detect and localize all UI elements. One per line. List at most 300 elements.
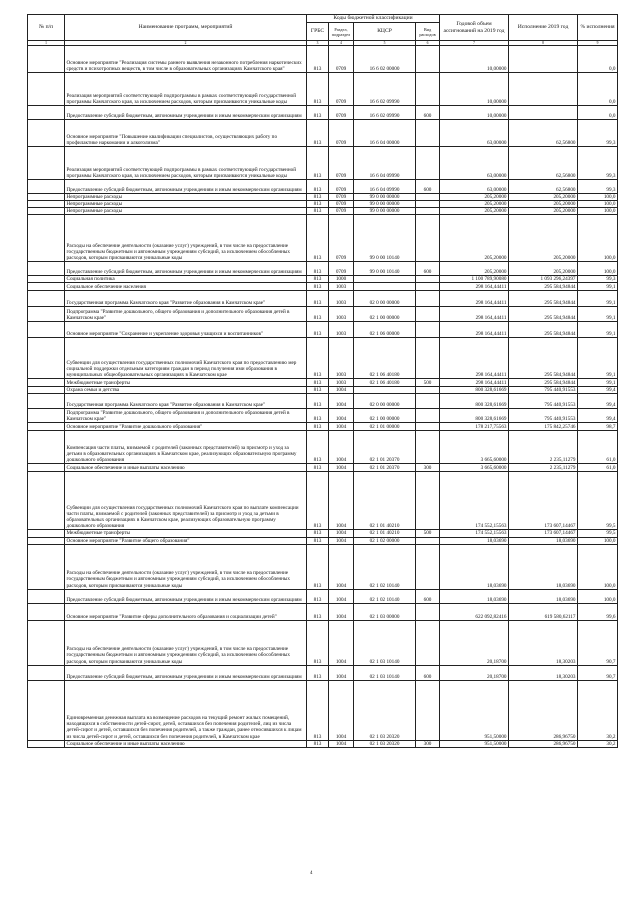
vid-cell [416,472,440,530]
plan-cell: 174 552,15563 [440,530,509,537]
vid-cell [416,291,440,307]
percent-cell: 99,5 [578,472,618,530]
table-row [28,262,618,276]
razdel-cell: 1004 [329,680,354,740]
row-number-cell [28,387,65,394]
fact-cell: 295 584,94844 [509,307,578,322]
percent-cell: 30,2 [578,680,618,740]
razdel-cell: 1004 [329,409,354,423]
fact-cell: 18,30203 [509,620,578,665]
row-number-cell [28,180,65,194]
vid-cell [416,208,440,215]
table-row [28,120,618,147]
percent-cell: 100,0 [578,537,618,544]
header-vid: Вид расходов [416,23,440,41]
fact-cell: 18,03690 [509,544,578,589]
table-body [28,46,618,748]
row-number-cell [28,537,65,544]
plan-cell: 1 100 789,90080 [440,276,509,283]
percent-cell: 99,4 [578,387,618,394]
table-row [28,322,618,338]
plan-cell: 298 164,44411 [440,379,509,387]
table-row [28,201,618,208]
table-row [28,338,618,379]
grbs-cell: 813 [307,464,329,472]
program-name-cell: Предоставление субсидий бюджетным, автономным учреждениям и иным некоммерческим организациям [65,665,307,680]
row-number-cell [28,120,65,147]
table-row [28,387,618,394]
grbs-cell: 813 [307,262,329,276]
row-number-cell [28,201,65,208]
kcsr-cell: 02 1 01 20370 [354,431,416,464]
plan-cell: 63,00000 [440,120,509,147]
fact-cell: 173 607,14467 [509,530,578,537]
fact-cell: 795 440,91553 [509,394,578,409]
razdel-cell: 1003 [329,307,354,322]
row-number-cell [28,147,65,180]
program-name-cell: Социальное обеспечение и иные выплаты населению [65,740,307,747]
grbs-cell: 813 [307,180,329,194]
razdel-cell: 1003 [329,283,354,291]
vid-cell [416,194,440,201]
row-number-cell [28,291,65,307]
plan-cell: 10,00000 [440,46,509,73]
razdel-cell: 0709 [329,201,354,208]
vid-cell [416,120,440,147]
grbs-cell: 813 [307,106,329,120]
kcsr-cell: 02 1 03 10140 [354,620,416,665]
col-index: 9 [578,41,618,46]
percent-cell: 99,5 [578,530,618,537]
percent-cell: 30,2 [578,740,618,747]
kcsr-cell: 02 1 06 00000 [354,322,416,338]
fact-cell: 295 584,94844 [509,291,578,307]
kcsr-cell: 02 1 02 10140 [354,544,416,589]
kcsr-cell: 16 6 04 09990 [354,147,416,180]
grbs-cell: 813 [307,73,329,106]
grbs-cell: 813 [307,472,329,530]
vid-cell [416,387,440,394]
table-row [28,215,618,262]
fact-cell: 18,03690 [509,537,578,544]
table-row [28,106,618,120]
razdel-cell: 1004 [329,472,354,530]
program-name-cell: Компенсация части платы, взимаемой с родителей (законных представителей) за присмотр и уход за детьми в образовательных организациях в Камчатском крае, реализующих образовательную программу дошкольного образования [65,431,307,464]
vid-cell [416,544,440,589]
row-number-cell [28,73,65,106]
table-row [28,423,618,431]
header-plan: Годовой объем ассигнований на 2019 год [440,15,509,41]
razdel-cell: 1004 [329,537,354,544]
col-index: 2 [65,41,307,46]
table-row [28,46,618,73]
fact-cell: 295 584,94844 [509,283,578,291]
fact-cell: 795 440,91553 [509,409,578,423]
razdel-cell: 1004 [329,431,354,464]
table-row [28,147,618,180]
percent-cell: 0,0 [578,46,618,73]
grbs-cell: 813 [307,603,329,620]
fact-cell: 205,20000 [509,201,578,208]
col-index: 3 [307,41,329,46]
razdel-cell: 1000 [329,276,354,283]
fact-cell: 205,20000 [509,208,578,215]
plan-cell: 18,03690 [440,589,509,603]
col-index: 7 [440,41,509,46]
percent-cell: 100,0 [578,215,618,262]
program-name-cell: Подпрограмма "Развитие дошкольного, общего образования и дополнительного образования детей в Камчатском крае" [65,307,307,322]
col-index: 8 [509,41,578,46]
table-row [28,291,618,307]
kcsr-cell [354,387,416,394]
header-codes: Коды бюджетной классификации [307,15,440,23]
kcsr-cell: 16 6 04 09990 [354,180,416,194]
razdel-cell: 1004 [329,394,354,409]
kcsr-cell: 02 1 06 40180 [354,338,416,379]
row-number-cell [28,544,65,589]
table-row [28,409,618,423]
vid-cell: 300 [416,464,440,472]
kcsr-cell: 02 1 00 00000 [354,409,416,423]
fact-cell: 295 584,94844 [509,338,578,379]
plan-cell: 63,00000 [440,147,509,180]
plan-cell: 951,50000 [440,740,509,747]
plan-cell: 298 164,44411 [440,283,509,291]
plan-cell: 298 164,44411 [440,338,509,379]
program-name-cell: Подпрограмма "Развитие дошкольного, общего образования и дополнительного образования детей в Камчатском крае" [65,409,307,423]
percent-cell: 99,3 [578,276,618,283]
razdel-cell: 0709 [329,73,354,106]
razdel-cell: 1003 [329,291,354,307]
table-row [28,530,618,537]
vid-cell: 600 [416,180,440,194]
grbs-cell: 813 [307,379,329,387]
fact-cell: 62,56800 [509,120,578,147]
plan-cell: 298 164,44411 [440,307,509,322]
program-name-cell: Предоставление субсидий бюджетным, автономным учреждениям и иным некоммерческим организациям [65,589,307,603]
vid-cell [416,307,440,322]
vid-cell [416,215,440,262]
table-row [28,472,618,530]
table-row [28,379,618,387]
plan-cell: 63,00000 [440,180,509,194]
grbs-cell: 813 [307,423,329,431]
header-num: № п/п [28,15,65,41]
percent-cell: 61,0 [578,431,618,464]
kcsr-cell: 99 0 00 10140 [354,215,416,262]
vid-cell [416,73,440,106]
row-number-cell [28,589,65,603]
plan-cell: 205,20000 [440,208,509,215]
row-number-cell [28,276,65,283]
kcsr-cell: 02 1 01 40210 [354,472,416,530]
program-name-cell: Основное мероприятие "Развитие общего образования" [65,537,307,544]
plan-cell: 205,20000 [440,194,509,201]
razdel-cell: 0709 [329,208,354,215]
table-row [28,180,618,194]
table-row [28,73,618,106]
razdel-cell: 1004 [329,603,354,620]
plan-cell: 20,18700 [440,620,509,665]
table-row [28,680,618,740]
program-name-cell: Субвенции для осуществления государственных полномочий Камчатского края по предоставлению мер социальной поддержки отдельным категориям граждан в период получения ими образования в муниципальных общеобразовательных организациях в Камчатском крае [65,338,307,379]
row-number-cell [28,423,65,431]
grbs-cell: 813 [307,322,329,338]
grbs-cell: 813 [307,537,329,544]
kcsr-cell: 02 1 03 10140 [354,665,416,680]
plan-cell: 298 164,44411 [440,291,509,307]
table-row [28,665,618,680]
razdel-cell: 1004 [329,665,354,680]
percent-cell: 99,1 [578,307,618,322]
percent-cell: 100,0 [578,544,618,589]
plan-cell: 800 328,61669 [440,394,509,409]
vid-cell [416,620,440,665]
fact-cell [509,106,578,120]
row-number-cell [28,665,65,680]
percent-cell: 99,1 [578,338,618,379]
vid-cell: 500 [416,530,440,537]
fact-cell: 173 607,14467 [509,472,578,530]
row-number-cell [28,322,65,338]
kcsr-cell: 16 6 02 09990 [354,73,416,106]
row-number-cell [28,680,65,740]
kcsr-cell: 02 1 02 00000 [354,537,416,544]
percent-cell: 100,0 [578,201,618,208]
row-number-cell [28,620,65,665]
fact-cell: 205,20000 [509,194,578,201]
razdel-cell: 1003 [329,379,354,387]
plan-cell: 18,03690 [440,544,509,589]
fact-cell: 205,20000 [509,215,578,262]
table-row [28,283,618,291]
col-index: 6 [416,41,440,46]
row-number-cell [28,740,65,747]
vid-cell [416,201,440,208]
header-fact: Исполнение 2019 год [509,15,578,41]
row-number-cell [28,338,65,379]
program-name-cell: Предоставление субсидий бюджетным, автономным учреждениям и иным некоммерческим организациям [65,106,307,120]
kcsr-cell [354,276,416,283]
plan-cell: 951,50000 [440,680,509,740]
table-row [28,464,618,472]
program-name-cell: Социальное обеспечение и иные выплаты населению [65,464,307,472]
fact-cell: 295 584,94844 [509,379,578,387]
vid-cell: 500 [416,379,440,387]
vid-cell [416,409,440,423]
kcsr-cell: 02 1 02 10140 [354,589,416,603]
program-name-cell: Непрограммные расходы [65,194,307,201]
razdel-cell: 0709 [329,147,354,180]
vid-cell [416,537,440,544]
table-row [28,276,618,283]
program-name-cell: Охрана семьи и детства [65,387,307,394]
vid-cell [416,680,440,740]
fact-cell: 795 440,91553 [509,387,578,394]
row-number-cell [28,46,65,73]
vid-cell: 600 [416,106,440,120]
program-name-cell: Государственная программа Камчатского края "Развитие образования в Камчатском крае" [65,291,307,307]
fact-cell: 18,03690 [509,589,578,603]
fact-cell: 2 235,11279 [509,431,578,464]
row-number-cell [28,472,65,530]
program-name-cell: Межбюджетные трансферты [65,530,307,537]
fact-cell: 205,20000 [509,262,578,276]
fact-cell: 295 584,94844 [509,322,578,338]
razdel-cell: 1004 [329,530,354,537]
plan-cell: 800 328,61669 [440,409,509,423]
razdel-cell: 0709 [329,180,354,194]
program-name-cell: Предоставление субсидий бюджетным, автономным учреждениям и иным некоммерческим организациям [65,262,307,276]
row-number-cell [28,283,65,291]
table-row [28,431,618,464]
kcsr-cell: 02 1 00 00000 [354,307,416,322]
kcsr-cell: 02 1 01 40210 [354,530,416,537]
fact-cell: 62,56800 [509,147,578,180]
percent-cell: 90,7 [578,620,618,665]
percent-cell: 99,4 [578,409,618,423]
fact-cell: 619 580,62117 [509,603,578,620]
program-name-cell: Единовременная денежная выплата на возмещение расходов на текущий ремонт жилых помещений, находящихся в собственности детей-сирот, детей, оставшихся без попечения родителей, лиц из числа детей-сирот и детей, оставшихся без попечения родителей, а также граждан, ранее относившихся к лицам из числа детей-сирот и детей, оставшихся без попечения родителей, в Камчатском крае [65,680,307,740]
razdel-cell: 1003 [329,322,354,338]
kcsr-cell: 02 1 01 00000 [354,423,416,431]
row-number-cell [28,394,65,409]
vid-cell: 300 [416,740,440,747]
grbs-cell: 813 [307,208,329,215]
budget-table-page [27,14,617,748]
kcsr-cell: 16 6 04 00000 [354,120,416,147]
razdel-cell: 1004 [329,423,354,431]
kcsr-cell: 02 1 03 20320 [354,740,416,747]
percent-cell: 100,0 [578,262,618,276]
percent-cell: 99,4 [578,394,618,409]
percent-cell: 99,3 [578,147,618,180]
program-name-cell: Расходы на обеспечение деятельности (оказание услуг) учреждений, в том числе на предоставление государственным бюджетным и автономным учреждениям субсидий, за исключением обособленных расходов, которым присваиваются уникальные коды [65,544,307,589]
program-name-cell: Реализация мероприятий соответствующей подпрограммы в рамках соответствующей государственной программы Камчатского края, за исключением расходов, которым присваиваются уникальные коды [65,147,307,180]
grbs-cell: 813 [307,544,329,589]
program-name-cell: Субвенции для осуществления государственных полномочий Камчатского края по выплате компенсации части платы, взимаемой с родителей (законных представителей) за присмотр и уход за детьми в образовательных организациях в Камчатском крае, реализующих образовательную программу дошкольного образования [65,472,307,530]
row-number-cell [28,215,65,262]
vid-cell [416,322,440,338]
grbs-cell: 813 [307,680,329,740]
grbs-cell: 813 [307,740,329,747]
grbs-cell: 813 [307,307,329,322]
percent-cell: 99,1 [578,291,618,307]
grbs-cell: 813 [307,46,329,73]
grbs-cell: 813 [307,291,329,307]
grbs-cell: 813 [307,276,329,283]
kcsr-cell: 99 0 00 00000 [354,201,416,208]
razdel-cell: 0709 [329,106,354,120]
plan-cell: 3 665,60000 [440,431,509,464]
program-name-cell: Социальная политика [65,276,307,283]
percent-cell: 90,7 [578,665,618,680]
plan-cell: 10,00000 [440,106,509,120]
razdel-cell: 0709 [329,46,354,73]
col-index: 1 [28,41,65,46]
grbs-cell: 813 [307,589,329,603]
grbs-cell: 813 [307,431,329,464]
razdel-cell: 0709 [329,215,354,262]
program-name-cell: Межбюджетные трансферты [65,379,307,387]
grbs-cell: 813 [307,387,329,394]
row-number-cell [28,603,65,620]
fact-cell [509,73,578,106]
program-name-cell: Социальное обеспечение населения [65,283,307,291]
row-number-cell [28,464,65,472]
razdel-cell: 0709 [329,194,354,201]
razdel-cell: 1004 [329,387,354,394]
fact-cell: 2 235,11279 [509,464,578,472]
razdel-cell: 1004 [329,464,354,472]
grbs-cell: 813 [307,338,329,379]
budget-table [27,14,618,748]
vid-cell [416,283,440,291]
grbs-cell: 813 [307,530,329,537]
grbs-cell: 813 [307,665,329,680]
row-number-cell [28,262,65,276]
row-number-cell [28,409,65,423]
table-row [28,740,618,747]
grbs-cell: 813 [307,283,329,291]
header-pct: % исполнения [578,15,618,41]
vid-cell: 600 [416,665,440,680]
percent-cell: 98,7 [578,423,618,431]
vid-cell [416,423,440,431]
table-row [28,589,618,603]
header-name: Наименование программ, мероприятий [65,15,307,41]
page-number: 4 [310,871,313,876]
vid-cell [416,276,440,283]
fact-cell [509,46,578,73]
vid-cell [416,394,440,409]
vid-cell [416,431,440,464]
row-number-cell [28,208,65,215]
program-name-cell: Основное мероприятие "Развитие сферы дополнительного образования и социализации детей" [65,603,307,620]
fact-cell: 286,96750 [509,740,578,747]
kcsr-cell: 02 0 00 00000 [354,394,416,409]
program-name-cell: Основное мероприятие "Сохранение и укрепление здоровья учащихся и воспитанников" [65,322,307,338]
percent-cell: 100,0 [578,208,618,215]
plan-cell: 205,20000 [440,262,509,276]
plan-cell: 18,03690 [440,537,509,544]
razdel-cell: 1003 [329,338,354,379]
header-razdel: Раздел, подраздел [329,23,354,41]
razdel-cell: 0709 [329,120,354,147]
program-name-cell: Непрограммные расходы [65,201,307,208]
plan-cell: 622 092,82416 [440,603,509,620]
header-kcsr: КЦСР [354,23,416,41]
razdel-cell: 0709 [329,262,354,276]
row-number-cell [28,530,65,537]
program-name-cell: Основное мероприятие "Реализация системы раннего выявления незаконного потребления наркотических средств и психотропных веществ, в том числе в образовательных организациях Камчатского края" [65,46,307,73]
program-name-cell: Основное мероприятие "Повышение квалификации специалистов, осуществляющих работу по профилактике наркомании и алкоголизма" [65,120,307,147]
percent-cell: 100,0 [578,194,618,201]
plan-cell: 205,20000 [440,201,509,208]
percent-cell: 99,3 [578,120,618,147]
plan-cell: 800 328,61669 [440,387,509,394]
col-index: 4 [329,41,354,46]
fact-cell: 62,56800 [509,180,578,194]
grbs-cell: 813 [307,194,329,201]
table-row [28,620,618,665]
table-row [28,544,618,589]
kcsr-cell: 02 1 03 00000 [354,603,416,620]
grbs-cell: 813 [307,620,329,665]
table-row [28,194,618,201]
razdel-cell: 1004 [329,544,354,589]
fact-cell: 18,30203 [509,665,578,680]
